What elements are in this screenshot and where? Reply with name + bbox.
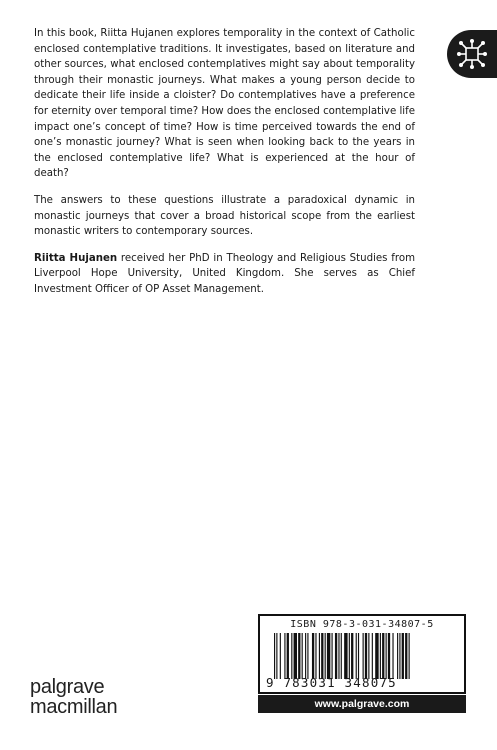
barcode-bar xyxy=(332,633,333,679)
barcode-bar xyxy=(298,633,300,679)
barcode-bar xyxy=(276,633,277,679)
author-name: Riitta Hujanen xyxy=(34,252,118,264)
barcode-bar xyxy=(351,633,353,679)
barcode-bar xyxy=(365,633,367,679)
author-bio-text: received her PhD in Theology and Religious Studies from Liverpool Hope University, United Kingdom. She serves as Chief Investment Officer of OP Asset Management. xyxy=(34,252,415,295)
barcode-bar xyxy=(341,633,342,679)
barcode-bar xyxy=(375,633,378,679)
publisher-badge xyxy=(447,30,497,78)
description-paragraph-1: In this book, Riitta Hujanen explores temporality in the context of Catholic enclosed contemplative traditions. It investigates, based on literature and other sources, what enclosed contemplatives might say about temporality through their monastic journeys. What makes a young person decide to dedicate their life inside a cloister? Do contemplatives have a preference for eternity over temporal time? How does the enclosed contemplative life impact one’s concept of time? How is time perceived towards the end of one’s monastic journey? What is seen when looking back to the years in the enclosed contemplative life? What is experienced at the hour of death? xyxy=(34,28,415,180)
barcode-bar xyxy=(349,633,350,679)
barcode-bar xyxy=(319,633,320,679)
barcode-bar xyxy=(280,633,281,679)
barcode-bar xyxy=(344,633,347,679)
barcode-bar xyxy=(338,633,339,679)
barcode-bar xyxy=(274,633,275,679)
barcode-bar xyxy=(358,633,359,679)
publisher-line-2: macmillan xyxy=(30,696,118,718)
barcode-bar xyxy=(380,633,381,679)
isbn-barcode xyxy=(258,614,466,694)
barcode-bar xyxy=(388,633,390,679)
barcode-bars xyxy=(266,633,462,679)
barcode-bar xyxy=(302,633,303,679)
isbn-label: ISBN 978-3-031-34807-5 xyxy=(290,619,434,630)
barcode-bar xyxy=(312,633,314,679)
barcode-bar xyxy=(392,633,393,679)
barcode-bar xyxy=(327,633,330,679)
barcode-bar xyxy=(405,633,407,679)
barcode-bar xyxy=(397,633,398,679)
publisher-logo xyxy=(30,677,117,717)
barcode-bar xyxy=(356,633,357,679)
barcode-bar xyxy=(287,633,289,679)
author-bio xyxy=(34,251,415,298)
barcode-bar xyxy=(402,633,404,679)
barcode-bar xyxy=(382,633,384,679)
barcode-bar xyxy=(386,633,387,679)
barcode-bar xyxy=(294,633,297,679)
barcode-bar xyxy=(325,633,326,679)
back-cover-text xyxy=(34,26,415,309)
barcode-bar xyxy=(363,633,364,679)
barcode-bar xyxy=(291,633,292,679)
barcode-bar xyxy=(399,633,400,679)
barcode-bar xyxy=(315,633,316,679)
barcode-bar xyxy=(321,633,323,679)
barcode-bar xyxy=(368,633,369,679)
description-paragraph-2: The answers to these questions illustrate a paradoxical dynamic in monastic journeys that cover a broad historical scope from the earliest monastic writers to contemporary sources. xyxy=(34,194,415,238)
barcode-bar xyxy=(409,633,410,679)
barcode-bar xyxy=(335,633,337,679)
barcode-bar xyxy=(372,633,373,679)
barcode-digits: 9 783031 348075 xyxy=(266,675,397,690)
barcode-bar xyxy=(284,633,285,679)
publisher-line-1: palgrave xyxy=(30,676,105,698)
barcode-bar xyxy=(307,633,308,679)
publisher-url: www.palgrave.com xyxy=(258,695,466,713)
network-node-icon xyxy=(456,38,488,70)
barcode-bar xyxy=(305,633,306,679)
